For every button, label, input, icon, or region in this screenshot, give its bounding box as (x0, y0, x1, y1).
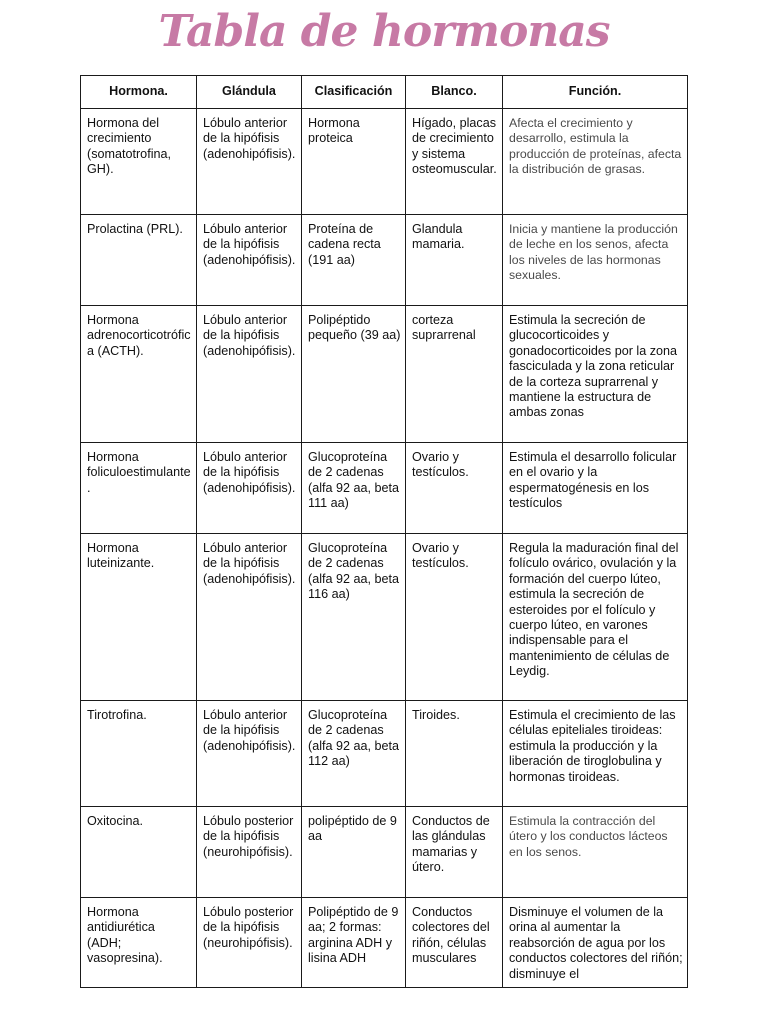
cell-glandula: Lóbulo posterior de la hipófisis (neurohipófisis). (197, 898, 302, 988)
table-row (81, 109, 688, 215)
cell-blanco: Ovario y testículos. (406, 443, 503, 534)
header-hormona: Hormona. (81, 76, 197, 109)
cell-funcion: Estimula la secreción de glucocorticoides y gonadocorticoides por la zona fasciculada y la zona reticular de la corteza suprarrenal y mantiene la estructura de ambas zonas (503, 306, 688, 443)
cell-clasificacion: Glucoproteína de 2 cadenas (alfa 92 aa, beta 111 aa) (302, 443, 406, 534)
cell-hormona: Hormona antidiurética (ADH; vasopresina). (81, 898, 197, 988)
header-clasificacion: Clasificación (302, 76, 406, 109)
cell-blanco: Conductos colectores del riñón, células musculares (406, 898, 503, 988)
cell-clasificacion: polipéptido de 9 aa (302, 807, 406, 898)
header-glandula: Glándula (197, 76, 302, 109)
table-header-row (81, 76, 688, 109)
cell-blanco: Hígado, placas de crecimiento y sistema osteomuscular. (406, 109, 503, 215)
cell-hormona: Hormona adrenocorticotrófica (ACTH). (81, 306, 197, 443)
cell-glandula: Lóbulo anterior de la hipófisis (adenohipófisis). (197, 215, 302, 306)
page-title: Tabla de hormonas (158, 6, 610, 57)
cell-blanco: Glandula mamaria. (406, 215, 503, 306)
cell-glandula: Lóbulo anterior de la hipófisis (adenohipófisis). (197, 443, 302, 534)
cell-glandula: Lóbulo anterior de la hipófisis (adenohipófisis). (197, 701, 302, 807)
cell-blanco: Ovario y testículos. (406, 534, 503, 701)
table-row (81, 898, 688, 988)
cell-glandula: Lóbulo anterior de la hipófisis (adenohipófisis). (197, 534, 302, 701)
header-blanco: Blanco. (406, 76, 503, 109)
cell-hormona: Prolactina (PRL). (81, 215, 197, 306)
table-row (81, 534, 688, 701)
table-row (81, 306, 688, 443)
cell-funcion: Estimula el desarrollo folicular en el ovario y la espermatogénesis en los testículos (503, 443, 688, 534)
cell-funcion: Inicia y mantiene la producción de leche en los senos, afecta los niveles de las hormonas sexuales. (503, 215, 688, 306)
cell-hormona: Hormona luteinizante. (81, 534, 197, 701)
cell-glandula: Lóbulo anterior de la hipófisis (adenohipófisis). (197, 306, 302, 443)
cell-clasificacion: Hormona proteica (302, 109, 406, 215)
table-row (81, 701, 688, 807)
table-row (81, 215, 688, 306)
cell-hormona: Hormona foliculoestimulante. (81, 443, 197, 534)
cell-funcion: Estimula la contracción del útero y los conductos lácteos en los senos. (503, 807, 688, 898)
cell-funcion: Afecta el crecimiento y desarrollo, estimula la producción de proteínas, afecta la distribución de grasas. (503, 109, 688, 215)
cell-clasificacion: Proteína de cadena recta (191 aa) (302, 215, 406, 306)
cell-glandula: Lóbulo posterior de la hipófisis (neurohipófisis). (197, 807, 302, 898)
cell-funcion: Regula la maduración final del folículo ovárico, ovulación y la formación del cuerpo lúteo, estimula la secreción de esteroides por el folículo y cuerpo lúteo, en varones indispensable para el mantenimiento de células de Leydig. (503, 534, 688, 701)
cell-funcion: Estimula el crecimiento de las células epiteliales tiroideas: estimula la producción y la liberación de tiroglobulina y hormonas tiroideas. (503, 701, 688, 807)
hormone-table (80, 75, 688, 988)
cell-blanco: Tiroides. (406, 701, 503, 807)
cell-hormona: Tirotrofina. (81, 701, 197, 807)
cell-hormona: Oxitocina. (81, 807, 197, 898)
cell-funcion: Disminuye el volumen de la orina al aumentar la reabsorción de agua por los conductos colectores del riñón; disminuye el (503, 898, 688, 988)
cell-clasificacion: Glucoproteína de 2 cadenas (alfa 92 aa, beta 112 aa) (302, 701, 406, 807)
cell-hormona: Hormona del crecimiento (somatotrofina, GH). (81, 109, 197, 215)
cell-clasificacion: Glucoproteína de 2 cadenas (alfa 92 aa, beta 116 aa) (302, 534, 406, 701)
cell-clasificacion: Polipéptido de 9 aa; 2 formas: arginina ADH y lisina ADH (302, 898, 406, 988)
cell-clasificacion: Polipéptido pequeño (39 aa) (302, 306, 406, 443)
cell-glandula: Lóbulo anterior de la hipófisis (adenohipófisis). (197, 109, 302, 215)
table-row (81, 443, 688, 534)
table-row (81, 807, 688, 898)
cell-blanco: corteza suprarrenal (406, 306, 503, 443)
cell-blanco: Conductos de las glándulas mamarias y útero. (406, 807, 503, 898)
header-funcion: Función. (503, 76, 688, 109)
